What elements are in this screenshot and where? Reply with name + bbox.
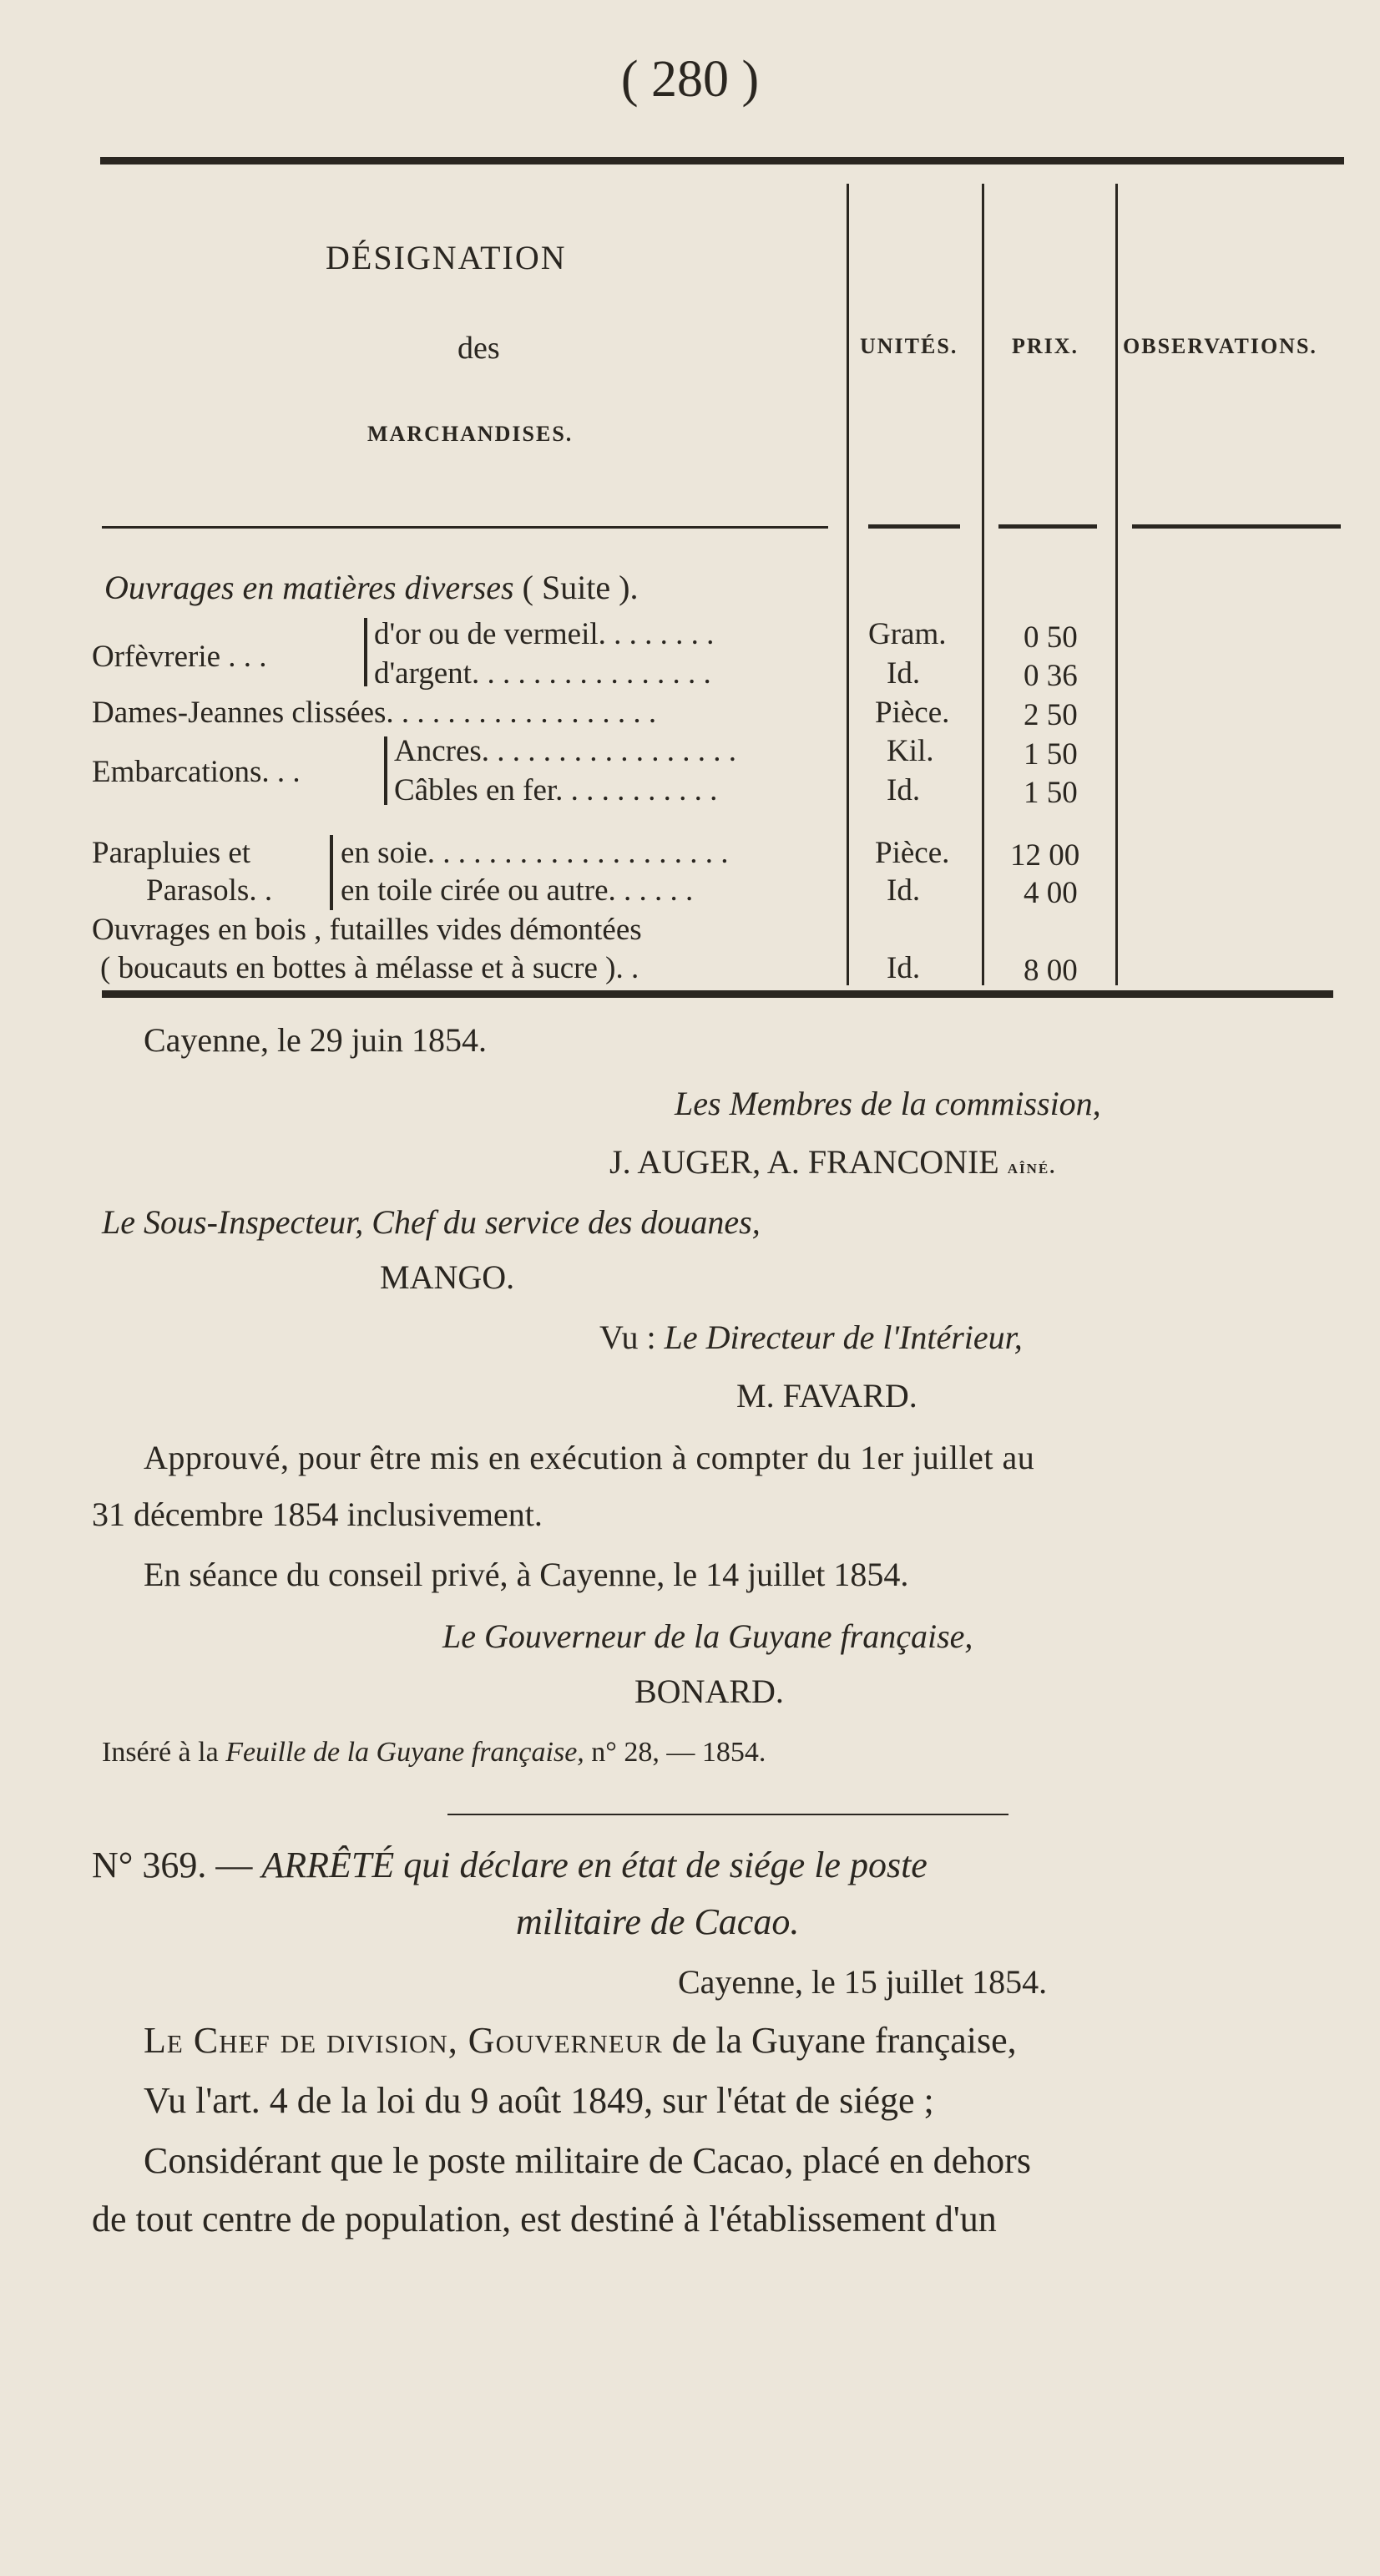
row-item: en toile cirée ou autre. . . . . . (341, 873, 694, 908)
insere-line (102, 1737, 766, 1769)
row-unit: Id. (887, 873, 921, 908)
row-group-embarcations: Embarcations. . . (92, 755, 301, 789)
vu-prefix: Vu : (599, 1318, 656, 1356)
col-divider-3 (1115, 184, 1118, 985)
section-title (104, 568, 639, 607)
governor-line: Le Gouverneur de la Guyane française, (442, 1617, 973, 1655)
col-divider-1 (847, 184, 849, 985)
row-item: ( boucauts en bottes à mélasse et à sucre ). . (100, 951, 639, 985)
row-item: en soie. . . . . . . . . . . . . . . . . . . . (341, 836, 729, 870)
arrete-title (92, 1844, 928, 1886)
row-price: 1 50 (1024, 776, 1078, 810)
arrete-line-1 (144, 2019, 1017, 2062)
insere-prefix: Inséré à la (102, 1737, 219, 1768)
header-rule-observations (1132, 524, 1341, 529)
header-designation: DÉSIGNATION (326, 239, 567, 276)
row-item: Câbles en fer. . . . . . . . . . . (394, 773, 718, 807)
commission-aine: aîné. (1007, 1156, 1057, 1178)
row-group-parasols: Parasols. . (146, 873, 273, 908)
brace-orfevrerie (364, 618, 367, 686)
header-unites: UNITÉS. (860, 334, 958, 358)
header-marchandises: MARCHANDISES. (367, 422, 574, 446)
commission-signatures (609, 1142, 1056, 1182)
date-line: Cayenne, le 29 juin 1854. (144, 1021, 488, 1059)
arrete-date: Cayenne, le 15 juillet 1854. (678, 1963, 1048, 2001)
director-name: M. FAVARD. (736, 1377, 917, 1415)
row-group-parapluies: Parapluies et (92, 836, 251, 870)
seance-line: En séance du conseil privé, à Cayenne, le 14 juillet 1854. (144, 1556, 909, 1593)
arrete-line-3: Considérant que le poste militaire de Cacao, placé en dehors (144, 2140, 1031, 2181)
row-price: 0 50 (1024, 620, 1078, 655)
top-rule (100, 157, 1344, 164)
brace-parapluies (330, 835, 333, 910)
row-unit: Id. (887, 773, 921, 807)
header-prix: PRIX. (1012, 334, 1079, 358)
row-unit: Pièce. (875, 836, 950, 870)
row-price: 8 00 (1024, 954, 1078, 988)
arrete-line-1-b: de la Guyane française, (671, 2020, 1017, 2061)
inspector-line: Le Sous-Inspecteur, Chef du service des douanes, (102, 1203, 761, 1241)
row-unit: Id. (887, 656, 921, 691)
row-item: d'or ou de vermeil. . . . . . . . (374, 617, 715, 651)
row-item: Ancres. . . . . . . . . . . . . . . . . (394, 734, 737, 768)
governor-name: BONARD. (634, 1673, 784, 1710)
header-rule-designation (102, 526, 828, 529)
section-title-suffix: ( Suite ). (522, 569, 639, 606)
header-rule-prix (998, 524, 1097, 529)
approved-line-1: Approuvé, pour être mis en exécution à compter du 1er juillet au (144, 1439, 1035, 1476)
arrete-word: ARRÊTÉ (261, 1845, 395, 1885)
approved-line-2: 31 décembre 1854 inclusivement. (92, 1495, 543, 1533)
arrete-title-line-2: militaire de Cacao. (516, 1901, 800, 1942)
row-price: 12 00 (1010, 838, 1080, 873)
row-price: 4 00 (1024, 876, 1078, 910)
arrete-line-2: Vu l'art. 4 de la loi du 9 août 1849, sur l'état de siége ; (144, 2080, 934, 2121)
row-price: 2 50 (1024, 698, 1078, 732)
inspector-name: MANGO. (380, 1258, 515, 1296)
row-item: Ouvrages en bois , futailles vides démontées (92, 913, 642, 947)
vu-line (599, 1318, 1023, 1357)
insere-publication: Feuille de la Guyane française, (225, 1737, 584, 1768)
row-item: d'argent. . . . . . . . . . . . . . . . (374, 656, 711, 691)
arrete-line-1-a: Le Chef de division, Gouverneur (144, 2020, 663, 2061)
arrete-dash: — (215, 1845, 253, 1885)
insere-suffix: n° 28, — 1854. (591, 1737, 766, 1768)
section-separator (447, 1814, 1008, 1815)
row-price: 1 50 (1024, 737, 1078, 772)
arrete-number: N° 369. (92, 1845, 207, 1885)
row-price: 0 36 (1024, 659, 1078, 693)
arrete-title-rest: qui déclare en état de siége le poste (403, 1845, 928, 1885)
row-unit: Gram. (868, 617, 947, 651)
commission-names: J. AUGER, A. FRANCONIE (609, 1143, 999, 1181)
row-unit: Kil. (887, 734, 934, 768)
row-item: Dames-Jeannes clissées. . . . . . . . . . . . . . . . . . (92, 696, 657, 730)
arrete-line-4: de tout centre de population, est destiné à l'établissement d'un (92, 2199, 997, 2239)
col-divider-2 (982, 184, 984, 985)
section-title-text: Ouvrages en matières diverses (104, 569, 514, 606)
vu-director: Le Directeur de l'Intérieur, (664, 1318, 1023, 1356)
row-unit: Pièce. (875, 696, 950, 730)
row-unit: Id. (887, 951, 921, 985)
row-group-orfevrerie: Orfèvrerie . . . (92, 640, 267, 674)
commission-line: Les Membres de la commission, (675, 1085, 1101, 1122)
header-observations: OBSERVATIONS. (1123, 334, 1317, 358)
page-number: ( 280 ) (620, 51, 760, 108)
header-rule-unites (868, 524, 960, 529)
table-bottom-rule (102, 990, 1333, 998)
brace-embarcations (384, 736, 387, 805)
header-des: des (457, 331, 500, 366)
